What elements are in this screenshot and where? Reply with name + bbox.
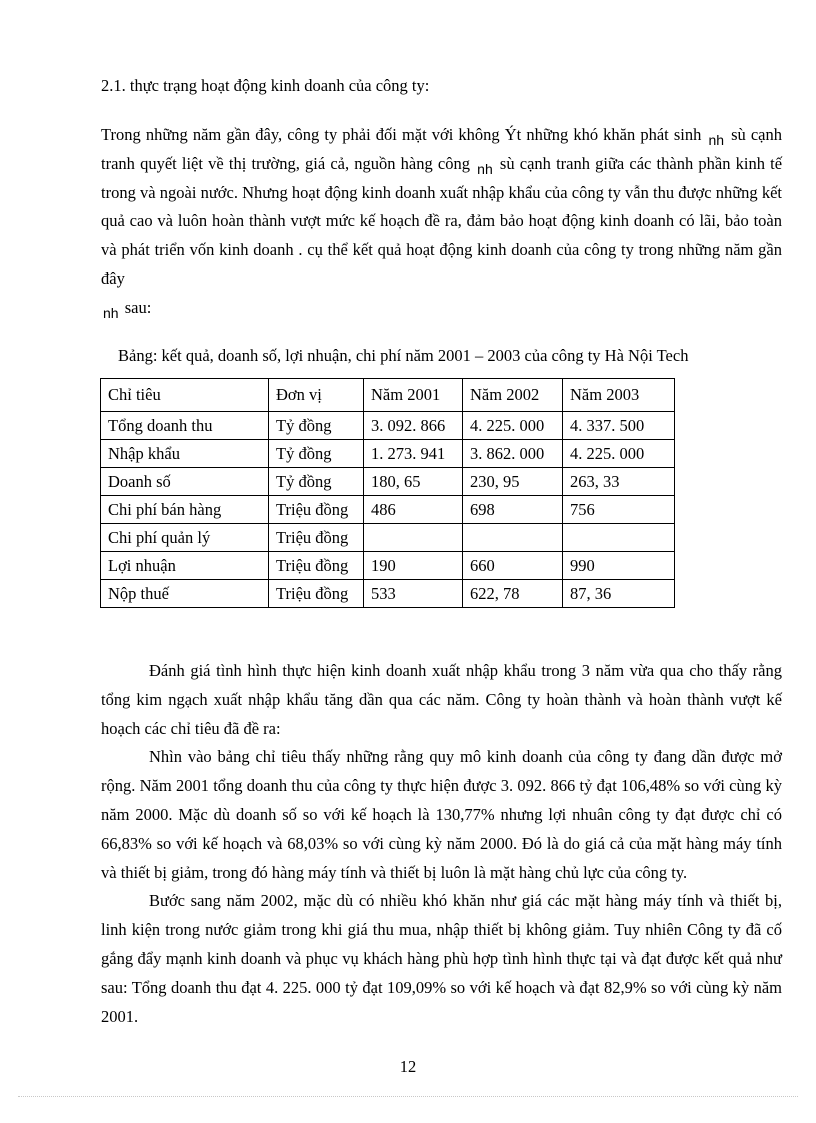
intro-text-3: sù cạnh tranh giữa các thành phần kinh tế trong và ngoài nước. Nhưng hoạt động kinh doanh xuất nhập khẩu của công ty vẫn thu được những kết quả cao và luôn hoàn thành vượt mức kế hoạch đề ra, đảm bảo hoạt động kinh doanh có lãi, bảo toàn và phát triển vốn kinh doanh . cụ thể kết quả hoạt động kinh doanh của công ty trong những năm gần đây — [101, 153, 783, 288]
table-caption: Bảng: kết quả, doanh số, lợi nhuận, chi phí năm 2001 – 2003 của công ty Hà Nội Tech — [118, 346, 689, 365]
table-cell: 3. 092. 866 — [364, 412, 463, 440]
table-cell: Lợi nhuận — [101, 552, 269, 580]
table-header-row — [101, 379, 675, 412]
table-cell: 660 — [463, 552, 563, 580]
intro-text-4: sau: — [124, 297, 152, 317]
table-cell: 4. 225. 000 — [463, 412, 563, 440]
table-cell: 4. 225. 000 — [563, 440, 675, 468]
header-cell: Năm 2001 — [364, 379, 463, 412]
header-cell: Năm 2003 — [563, 379, 675, 412]
table-cell — [364, 524, 463, 552]
page-number: 12 — [399, 1057, 417, 1076]
table-cell: Tỷ đồng — [269, 440, 364, 468]
results-table — [100, 378, 675, 608]
table-cell: 486 — [364, 496, 463, 524]
intro-fragment-nh-1: nh — [708, 132, 725, 148]
intro-fragment-nh-3: nh — [103, 304, 119, 321]
table-cell: Chi phí quản lý — [101, 524, 269, 552]
analysis-section — [101, 657, 782, 1031]
table-cell: 4. 337. 500 — [563, 412, 675, 440]
table-cell: Nhập khẩu — [101, 440, 269, 468]
table-cell: 1. 273. 941 — [364, 440, 463, 468]
analysis-paragraph-1: Đánh giá tình hình thực hiện kinh doanh xuất nhập khẩu trong 3 năm vừa qua cho thấy rằng tổng kim ngạch xuất nhập khẩu tăng dần qua các năm. Công ty hoàn thành và hoàn thành vượt kế hoạch các chỉ tiêu đã đề ra: — [101, 661, 782, 738]
table-cell: Triệu đồng — [269, 580, 364, 608]
table-row — [101, 468, 675, 496]
table-row — [101, 412, 675, 440]
table-cell: Tổng doanh thu — [101, 412, 269, 440]
table-cell: 230, 95 — [463, 468, 563, 496]
table-cell: 263, 33 — [563, 468, 675, 496]
intro-fragment-nh-2: nh — [477, 160, 493, 177]
table-row — [101, 552, 675, 580]
table-cell: Triệu đồng — [269, 496, 364, 524]
analysis-paragraph-2: Nhìn vào bảng chỉ tiêu thấy những rằng quy mô kinh doanh của công ty đang dần được mở rộng. Năm 2001 tổng doanh thu của công ty thực hiện được 3. 092. 866 tỷ đạt 106,48% so với cùng kỳ năm 2000. Mặc dù doanh số so với kế hoạch là 130,77% nhưng lợi nhuân công ty đạt được chỉ có 66,83% so với kế hoạch và 68,03% so với cùng kỳ năm 2000. Đó là do giá cả của mặt hàng máy tính và thiết bị giảm, trong đó hàng máy tính và thiết bị luôn là mặt hàng chủ lực của công ty. — [101, 747, 782, 882]
header-cell: Chỉ tiêu — [101, 379, 269, 412]
table-cell: Triệu đồng — [269, 524, 364, 552]
intro-paragraph — [101, 121, 782, 323]
table-cell: Doanh số — [101, 468, 269, 496]
table-row — [101, 524, 675, 552]
header-cell: Năm 2002 — [463, 379, 563, 412]
analysis-paragraph-3: Bước sang năm 2002, mặc dù có nhiều khó khăn như giá các mặt hàng máy tính và thiết bị, linh kiện trong nước giảm trong khi giá thu mua, nhập thiết bị không giảm. Tuy nhiên Công ty đã cố gắng đẩy mạnh kinh doanh và phục vụ khách hàng phù hợp tình hình thực tại và đạt được kết quả như sau: Tổng doanh thu đạt 4. 225. 000 tỷ đạt 109,09% so với kế hoạch và đạt 82,9% so với cùng kỳ năm 2001. — [101, 891, 782, 1026]
intro-text-1: Trong những năm gần đây, công ty phải đối mặt với không Ýt những khó khăn phát sinh — [101, 125, 702, 144]
table-cell: 756 — [563, 496, 675, 524]
header-cell: Đơn vị — [269, 379, 364, 412]
section-heading: 2.1. thực trạng hoạt động kinh doanh của công ty: — [101, 76, 430, 95]
table-cell: 190 — [364, 552, 463, 580]
page-bottom-divider — [18, 1096, 798, 1097]
table-cell: 990 — [563, 552, 675, 580]
table-cell: Nộp thuế — [101, 580, 269, 608]
intro-text-2: sù cạnh tranh quyết liệt về thị trường, giá cả, nguồn hàng công — [101, 125, 783, 173]
table-row — [101, 496, 675, 524]
table-cell: Tỷ đồng — [269, 412, 364, 440]
table-cell: 533 — [364, 580, 463, 608]
table-cell: 3. 862. 000 — [463, 440, 563, 468]
table-cell — [563, 524, 675, 552]
table-cell: Tỷ đồng — [269, 468, 364, 496]
table-cell: 698 — [463, 496, 563, 524]
table-row — [101, 440, 675, 468]
table-cell: Triệu đồng — [269, 552, 364, 580]
table-cell: Chi phí bán hàng — [101, 496, 269, 524]
table-cell: 622, 78 — [463, 580, 563, 608]
table-cell — [463, 524, 563, 552]
table-cell: 180, 65 — [364, 468, 463, 496]
table-cell: 87, 36 — [563, 580, 675, 608]
table-row — [101, 580, 675, 608]
